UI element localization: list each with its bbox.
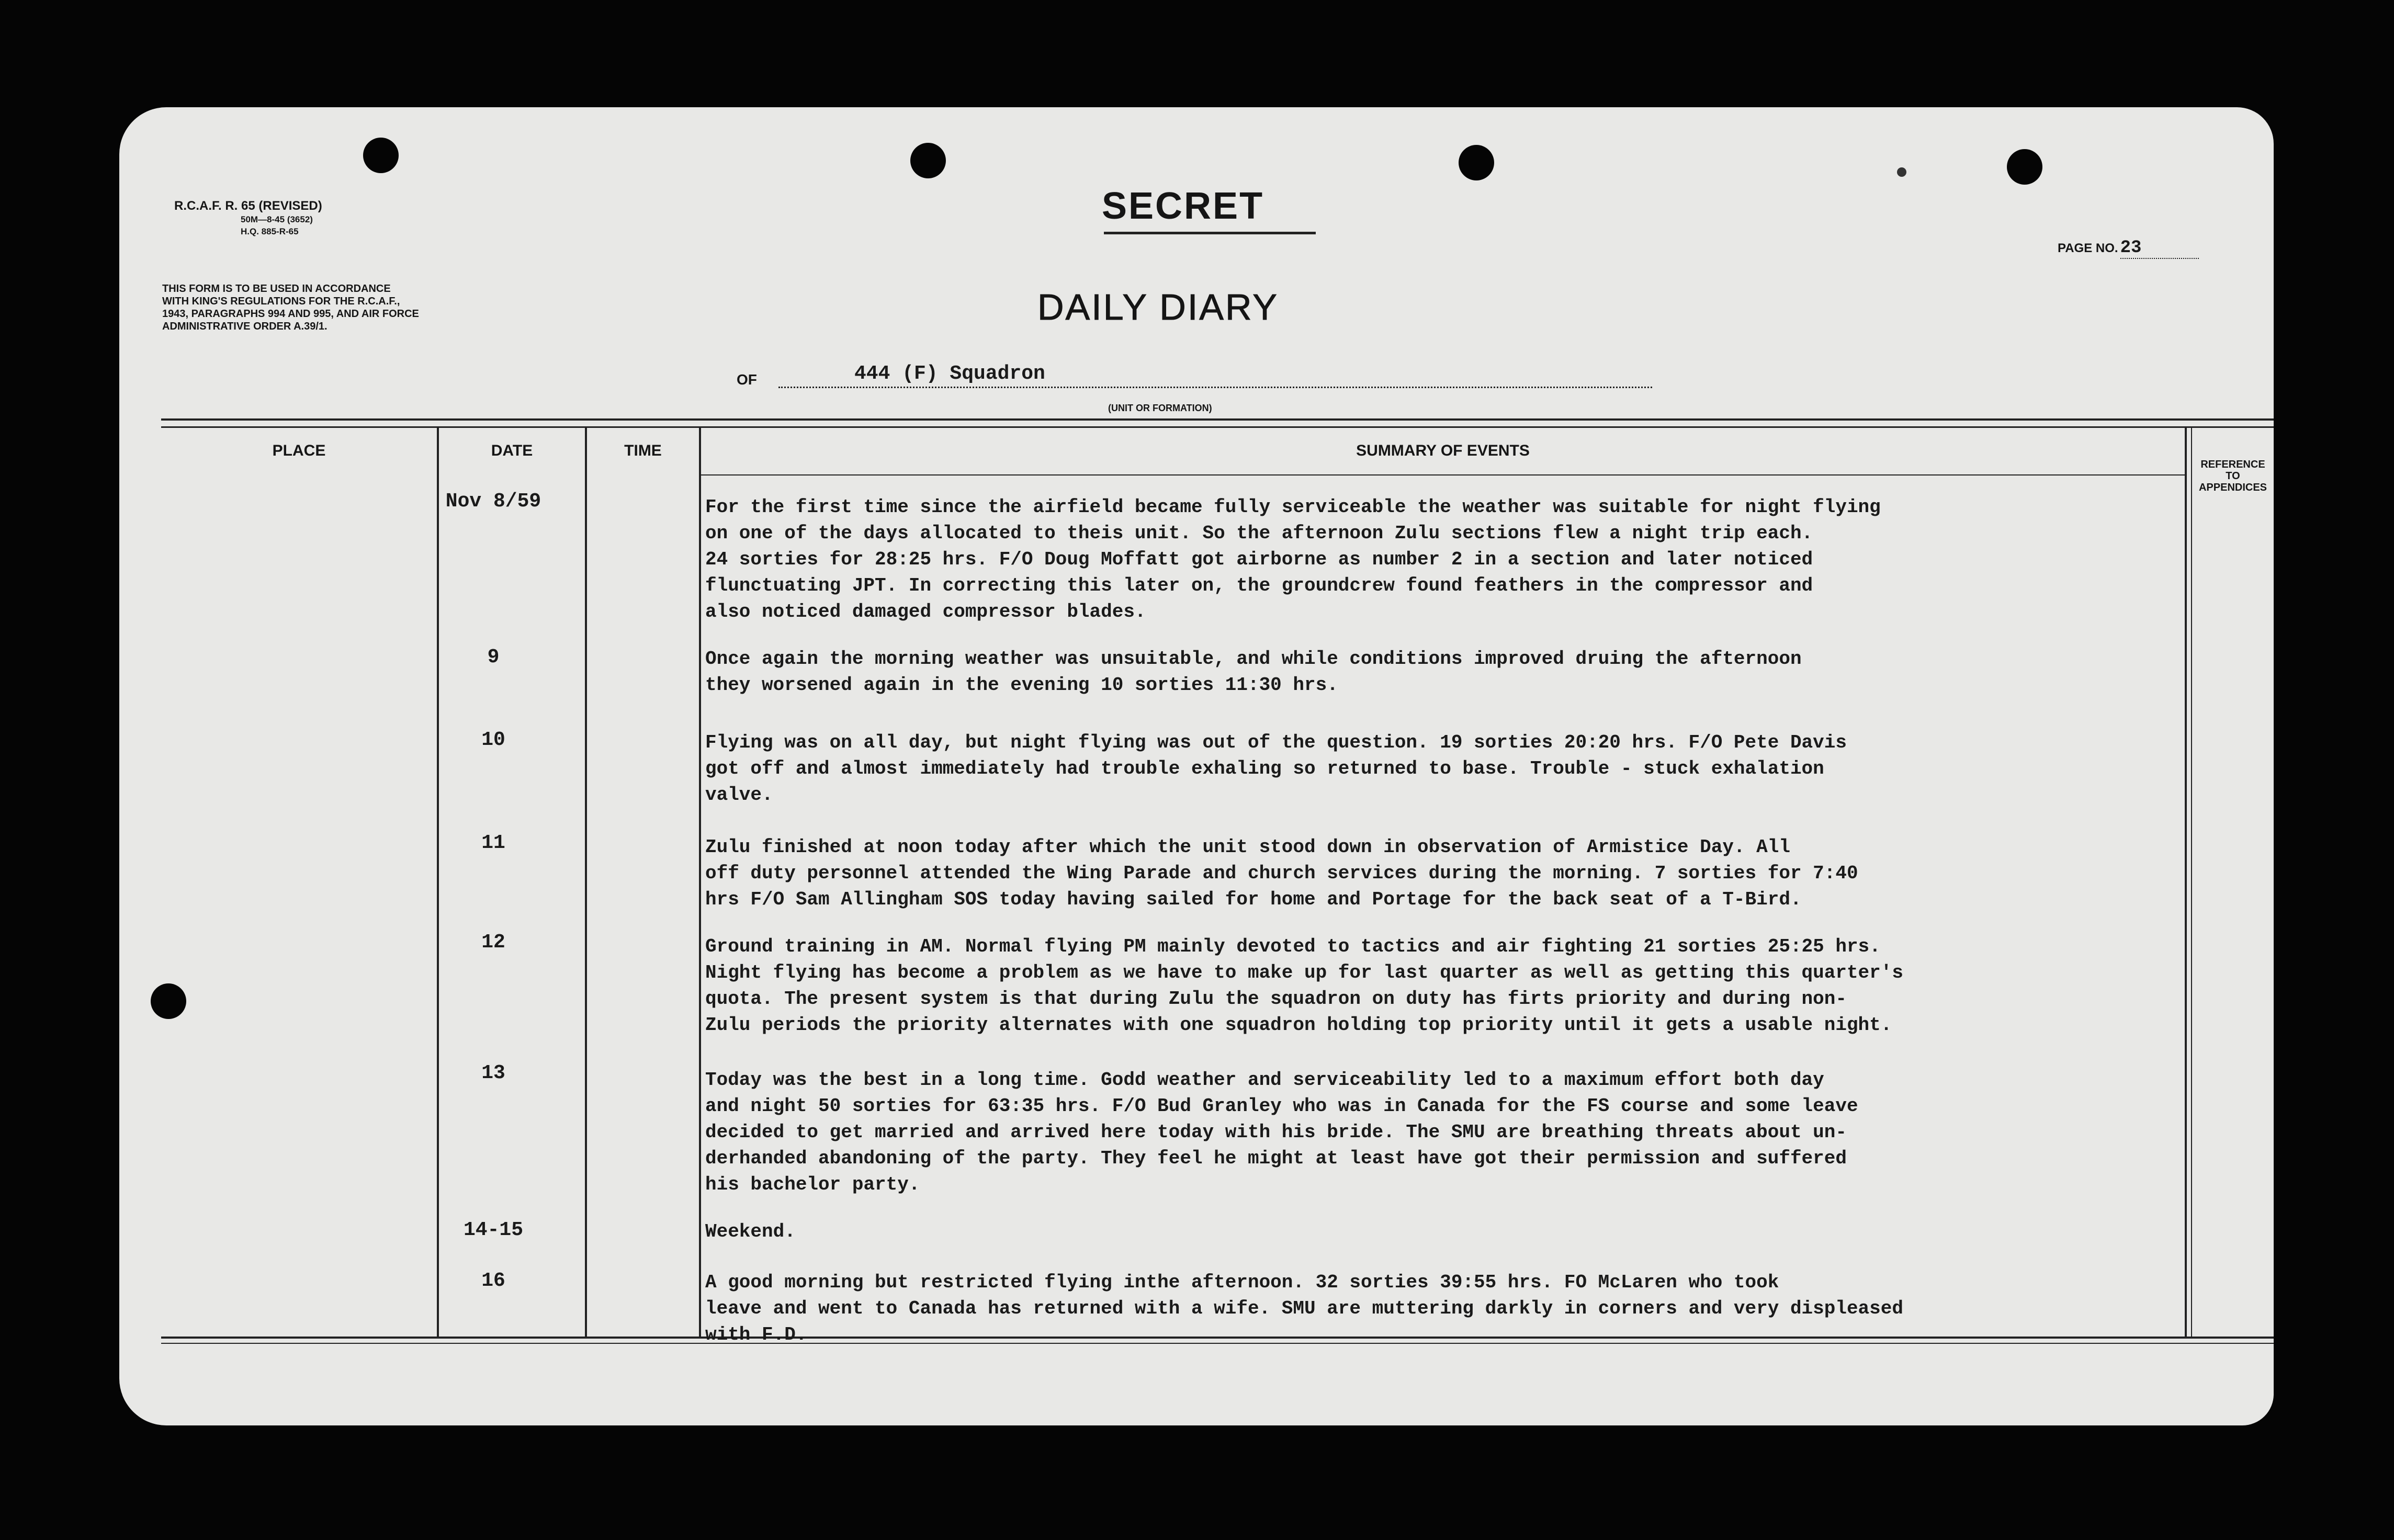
regulation-note-line: THIS FORM IS TO BE USED IN ACCORDANCE [162,283,391,295]
diary-title: DAILY DIARY [1037,287,1279,327]
summary-line: quota. The present system is that during Zulu the squadron on duty has firts priority and during non- [705,988,1847,1010]
summary-line: Once again the morning weather was unsuitable, and while conditions improved druing the afternoon [705,648,1802,670]
regulation-note-line: 1943, PARAGRAPHS 994 AND 995, AND AIR FORCE [162,308,419,320]
column-header-date: DATE [491,442,533,459]
entry-summary [705,834,2207,913]
summary-line: derhanded abandoning of the party. They feel he might at least have got their permission and suffered [705,1148,1847,1169]
print-code: 50M—8-45 (3652) [241,214,313,224]
table-top-rule [161,418,2274,421]
summary-line: got off and almost immediately had trouble exhaling so returned to base. Trouble - stuck exhalation [705,758,1824,779]
summary-line: also noticed damaged compressor blades. [705,601,1146,622]
diary-sheet [119,107,2274,1425]
summary-line: Flying was on all day, but night flying was out of the question. 19 sorties 20:20 hrs. F/O Pete Davis [705,732,1847,753]
summary-line: with F.D. [705,1324,807,1345]
summary-line: his bachelor party. [705,1174,920,1195]
entry-date: 12 [481,931,505,954]
entry-date: Nov 8/59 [445,490,541,513]
entry-date: 9 [487,646,500,669]
summary-line: Ground training in AM. Normal flying PM mainly devoted to tactics and air fighting 21 sorties 25:25 hrs. [705,936,1881,957]
column-header-summary: SUMMARY OF EVENTS [1356,442,1530,459]
unit-value: 444 (F) Squadron [854,363,1045,385]
summary-line: and night 50 sorties for 63:35 hrs. F/O Bud Granley who was in Canada for the FS course and some leave [705,1095,1858,1117]
entry-summary [705,1067,2207,1198]
entry-summary [705,1270,2207,1348]
column-header-place: PLACE [272,442,326,459]
entry-date: 16 [481,1270,505,1292]
header-separator [699,474,2185,475]
punch-hole [1459,145,1494,180]
entry-summary [705,494,2207,625]
summary-line: Today was the best in a long time. Godd weather and serviceability led to a maximum effort both day [705,1069,1824,1091]
entry-summary [705,934,2207,1038]
column-header-time: TIME [624,442,662,459]
classification-underline [1104,232,1316,234]
classification: SECRET [1102,185,1264,227]
summary-line: off duty personnel attended the Wing Parade and church services during the morning. 7 sorties for 7:40 [705,863,1858,884]
of-label: OF [737,371,757,388]
print-code: H.Q. 885-R-65 [241,227,299,236]
page-label: PAGE NO. [2058,241,2118,255]
summary-line: For the first time since the airfield became fully serviceable the weather was suitable for night flying [705,496,1881,518]
punch-hole [910,143,946,178]
regulation-note-line: WITH KING'S REGULATIONS FOR THE R.C.A.F., [162,296,400,307]
summary-line: flunctuating JPT. In correcting this later on, the groundcrew found feathers in the compressor and [705,575,1813,596]
entry-date: 10 [481,729,505,751]
summary-line: Zulu periods the priority alternates with one squadron holding top priority until it gets a usable night. [705,1014,1892,1036]
summary-line: hrs F/O Sam Allingham SOS today having sailed for home and Portage for the back seat of a T-Bird. [705,889,1802,910]
punch-hole [363,138,399,173]
entry-summary [705,730,2207,808]
column-divider [437,426,439,1338]
summary-line: Night flying has become a problem as we have to make up for last quarter as well as getting this quarter's [705,962,1903,983]
reference-header-line: APPENDICES [2198,482,2267,493]
summary-line: Weekend. [705,1221,796,1242]
form-number: R.C.A.F. R. 65 (REVISED) [174,199,322,213]
reference-header-line: REFERENCE TO [2200,459,2265,482]
summary-line: A good morning but restricted flying inthe afternoon. 32 sorties 39:55 hrs. FO McLaren who took [705,1272,1779,1293]
regulation-note-line: ADMINISTRATIVE ORDER A.39/1. [162,321,328,332]
punch-hole [2007,149,2042,185]
column-header-reference [2192,459,2274,493]
unit-field [778,363,1652,388]
summary-line: leave and went to Canada has returned with a wife. SMU are muttering darkly in corners and very displeased [705,1298,1903,1319]
summary-line: decided to get married and arrived here today with his bride. The SMU are breathing threats about un- [705,1122,1847,1143]
table-top-rule [161,426,2274,428]
entry-summary [705,646,2207,698]
summary-line: 24 sorties for 28:25 hrs. F/O Doug Moffatt got airborne as number 2 in a section and later noticed [705,549,1813,570]
column-divider [585,426,587,1338]
summary-line: they worsened again in the evening 10 sorties 11:30 hrs. [705,674,1338,696]
page-number: 23 [2120,238,2199,259]
unit-caption: (UNIT OR FORMATION) [1108,403,1212,413]
page-number-block [2058,238,2199,259]
summary-line: Zulu finished at noon today after which the unit stood down in observation of Armistice Day. All [705,836,1790,858]
summary-line: on one of the days allocated to theis unit. So the afternoon Zulu sections flew a night trip each. [705,523,1813,544]
entry-date: 11 [481,832,505,854]
punch-hole [1897,167,1906,177]
entry-summary [705,1219,2207,1245]
entry-date: 13 [481,1062,505,1084]
summary-line: valve. [705,784,773,806]
regulation-note [162,282,419,333]
column-divider [699,426,701,1338]
entry-date: 14-15 [463,1219,524,1241]
punch-hole [151,983,186,1019]
